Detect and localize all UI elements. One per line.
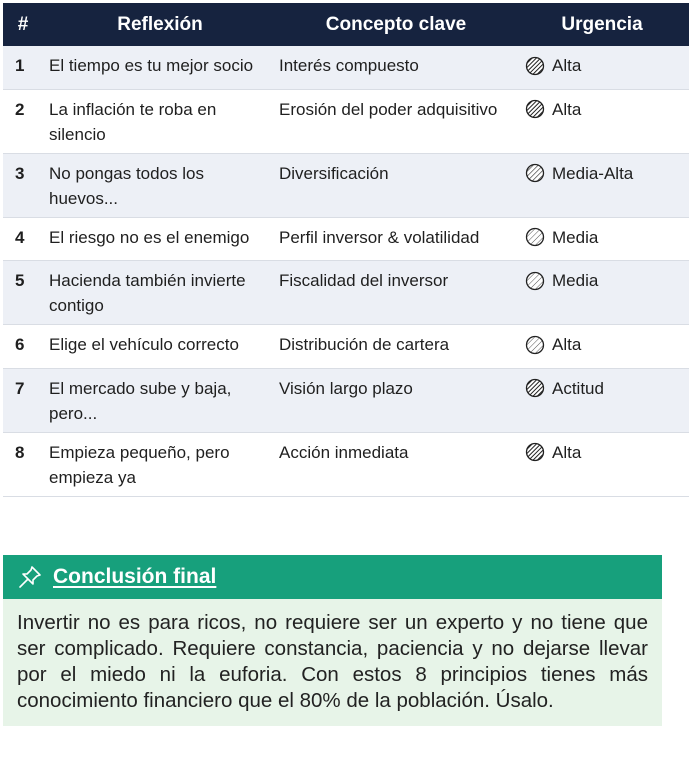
row-concepto: Interés compuesto [277,46,515,89]
hatched-circle-light-icon [525,335,545,355]
row-concepto: Visión largo plazo [277,368,515,432]
row-concepto: Distribución de cartera [277,325,515,369]
row-reflexion: Hacienda también invierte contigo [43,261,277,325]
row-urgencia [515,217,689,261]
row-reflexion: El tiempo es tu mejor socio [43,46,277,89]
reflections-table [3,3,689,497]
hatched-circle-light-icon [525,271,545,291]
row-number: 3 [3,153,43,217]
row-number: 6 [3,325,43,369]
row-urgencia [515,46,689,89]
urgency-label: Alta [552,335,582,354]
table-row [3,217,689,261]
row-number: 4 [3,217,43,261]
table-row [3,432,689,496]
hatched-circle-dark-icon [525,99,545,119]
conclusion-title: Conclusión final [53,565,217,588]
hatched-circle-dark-icon [525,442,545,462]
header-concepto: Concepto clave [277,3,515,46]
row-concepto: Perfil inversor & volatilidad [277,217,515,261]
hatched-circle-dark-icon [525,378,545,398]
row-number: 2 [3,89,43,153]
hatched-circle-light-icon [525,227,545,247]
row-reflexion: Empieza pequeño, pero empieza ya [43,432,277,496]
row-urgencia [515,432,689,496]
urgency-label: Alta [552,56,582,75]
urgency-label: Media [552,227,599,247]
row-number: 7 [3,368,43,432]
row-reflexion: La inflación te roba en silencio [43,89,277,153]
table-header-row [3,3,689,46]
row-urgencia [515,153,689,217]
header-num: # [3,3,43,46]
hatched-circle-medium-icon [525,163,545,183]
row-number: 5 [3,261,43,325]
row-urgencia [515,261,689,325]
row-concepto: Acción inmediata [277,432,515,496]
row-reflexion: No pongas todos los huevos... [43,153,277,217]
urgency-label: Alta [552,99,582,119]
header-reflexion: Reflexión [43,3,277,46]
table-row [3,325,689,369]
header-urgencia: Urgencia [515,3,689,46]
urgency-label: Actitud [552,378,604,398]
table-row [3,46,689,89]
row-concepto: Fiscalidad del inversor [277,261,515,325]
row-number: 1 [3,46,43,89]
row-urgencia [515,368,689,432]
row-reflexion: Elige el vehículo correcto [43,325,277,369]
table-row [3,153,689,217]
row-concepto: Diversificación [277,153,515,217]
table-row [3,368,689,432]
urgency-label: Media-Alta [552,163,634,183]
pushpin-icon [17,564,43,590]
urgency-label: Media [552,271,599,290]
row-reflexion: El riesgo no es el enemigo [43,217,277,261]
urgency-label: Alta [552,442,582,462]
row-concepto: Erosión del poder adquisitivo [277,89,515,153]
conclusion-text: Invertir no es para ricos, no requiere ser un experto y no tiene que ser complicado. Requiere constancia, paciencia y no dejarse llevar por el miedo ni la euforia. Con estos 8 principios tienes más conocimiento financiero que el 80% de la población. Úsalo. [3,599,662,726]
table-row [3,261,689,325]
table-row [3,89,689,153]
row-urgencia [515,89,689,153]
row-urgencia [515,325,689,369]
row-number: 8 [3,432,43,496]
hatched-circle-dark-icon [525,56,545,76]
conclusion-header [3,555,662,599]
row-reflexion: El mercado sube y baja, pero... [43,368,277,432]
conclusion-box [3,555,662,726]
